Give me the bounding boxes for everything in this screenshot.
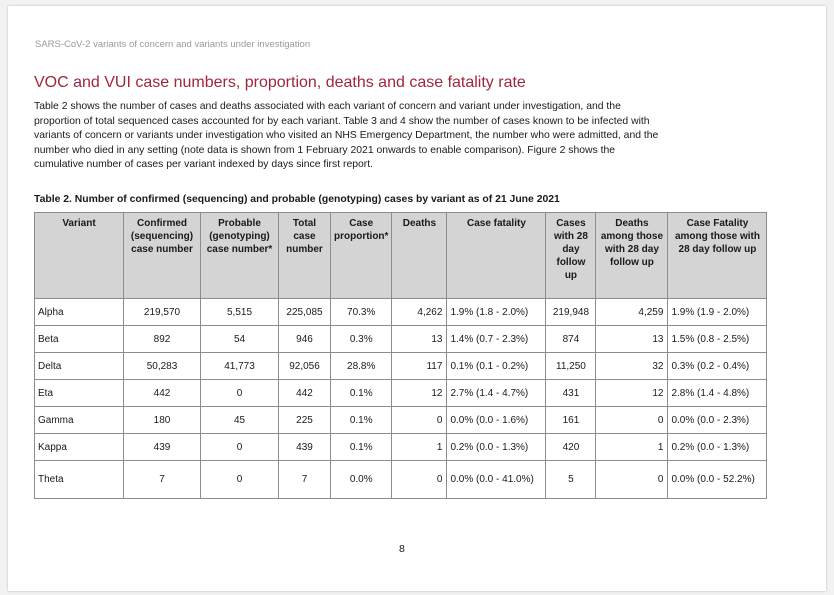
column-header-confirmed: Confirmed (sequencing) case number xyxy=(124,213,201,299)
cell-confirmed: 442 xyxy=(124,380,201,407)
cell-confirmed: 439 xyxy=(124,434,201,461)
cell-deaths: 0 xyxy=(392,461,447,499)
cell-case-fatality: 1.9% (1.8 - 2.0%) xyxy=(447,299,546,326)
cell-proportion: 0.1% xyxy=(331,407,392,434)
cell-total: 442 xyxy=(279,380,331,407)
cell-deaths: 4,262 xyxy=(392,299,447,326)
cell-followup-deaths: 12 xyxy=(596,380,668,407)
cell-followup-deaths: 1 xyxy=(596,434,668,461)
cell-deaths: 117 xyxy=(392,353,447,380)
table-caption: Table 2. Number of confirmed (sequencing) and probable (genotyping) cases by variant as of 21 June 2021 xyxy=(34,194,560,205)
table-row xyxy=(35,380,767,407)
cell-total: 225,085 xyxy=(279,299,331,326)
cell-followup-deaths: 13 xyxy=(596,326,668,353)
cell-followup-cases: 219,948 xyxy=(546,299,596,326)
cell-total: 439 xyxy=(279,434,331,461)
cell-case-fatality: 0.1% (0.1 - 0.2%) xyxy=(447,353,546,380)
cell-probable: 5,515 xyxy=(201,299,279,326)
cell-case-fatality: 2.7% (1.4 - 4.7%) xyxy=(447,380,546,407)
cell-followup-cfr: 0.2% (0.0 - 1.3%) xyxy=(668,434,767,461)
section-title: VOC and VUI case numbers, proportion, deaths and case fatality rate xyxy=(34,74,526,91)
cell-case-fatality: 0.2% (0.0 - 1.3%) xyxy=(447,434,546,461)
cell-followup-cases: 874 xyxy=(546,326,596,353)
cell-variant: Delta xyxy=(35,353,124,380)
document-page xyxy=(8,6,826,591)
intro-paragraph xyxy=(34,100,784,173)
cell-proportion: 70.3% xyxy=(331,299,392,326)
column-header-followup-cfr: Case Fatality among those with 28 day follow up xyxy=(668,213,767,299)
cell-followup-cases: 5 xyxy=(546,461,596,499)
table-row xyxy=(35,299,767,326)
cell-deaths: 1 xyxy=(392,434,447,461)
column-header-followup-deaths: Deaths among those with 28 day follow up xyxy=(596,213,668,299)
cell-confirmed: 7 xyxy=(124,461,201,499)
cell-proportion: 0.1% xyxy=(331,434,392,461)
cell-proportion: 28.8% xyxy=(331,353,392,380)
cell-followup-cases: 11,250 xyxy=(546,353,596,380)
cell-deaths: 0 xyxy=(392,407,447,434)
running-header: SARS-CoV-2 variants of concern and variants under investigation xyxy=(35,39,311,50)
cell-deaths: 12 xyxy=(392,380,447,407)
cell-followup-cases: 420 xyxy=(546,434,596,461)
column-header-probable: Probable (genotyping) case number* xyxy=(201,213,279,299)
cell-confirmed: 180 xyxy=(124,407,201,434)
intro-line: proportion of total sequenced cases accounted for by each variant. Table 3 and 4 show the number of cases known to be infected with xyxy=(34,115,650,127)
cell-case-fatality: 0.0% (0.0 - 41.0%) xyxy=(447,461,546,499)
column-header-deaths: Deaths xyxy=(392,213,447,299)
table-row xyxy=(35,353,767,380)
cell-probable: 0 xyxy=(201,461,279,499)
column-header-followup-cases: Cases with 28 day follow up xyxy=(546,213,596,299)
intro-line: cumulative number of cases per variant indexed by days since first report. xyxy=(34,159,374,171)
column-header-variant: Variant xyxy=(35,213,124,299)
cell-proportion: 0.1% xyxy=(331,380,392,407)
cell-proportion: 0.3% xyxy=(331,326,392,353)
cell-total: 7 xyxy=(279,461,331,499)
intro-line: Table 2 shows the number of cases and deaths associated with each variant of concern and variant under investigation, and the xyxy=(34,101,621,112)
table-header-row xyxy=(35,213,767,299)
cell-deaths: 13 xyxy=(392,326,447,353)
cell-followup-cfr: 0.0% (0.0 - 2.3%) xyxy=(668,407,767,434)
cell-probable: 41,773 xyxy=(201,353,279,380)
cell-variant: Theta xyxy=(35,461,124,499)
intro-line: variants of concern or variants under investigation who visited an NHS Emergency Department, the number who were admitted, and the xyxy=(34,130,659,142)
table-row xyxy=(35,326,767,353)
cell-followup-cases: 431 xyxy=(546,380,596,407)
cell-proportion: 0.0% xyxy=(331,461,392,499)
cell-probable: 0 xyxy=(201,380,279,407)
cell-followup-cases: 161 xyxy=(546,407,596,434)
cell-total: 225 xyxy=(279,407,331,434)
table-row xyxy=(35,461,767,499)
cell-probable: 0 xyxy=(201,434,279,461)
cell-followup-cfr: 0.0% (0.0 - 52.2%) xyxy=(668,461,767,499)
cell-followup-deaths: 0 xyxy=(596,461,668,499)
cell-followup-cfr: 0.3% (0.2 - 0.4%) xyxy=(668,353,767,380)
cell-case-fatality: 0.0% (0.0 - 1.6%) xyxy=(447,407,546,434)
cell-followup-cfr: 1.9% (1.9 - 2.0%) xyxy=(668,299,767,326)
cell-total: 92,056 xyxy=(279,353,331,380)
cell-total: 946 xyxy=(279,326,331,353)
cell-variant: Eta xyxy=(35,380,124,407)
cell-followup-deaths: 32 xyxy=(596,353,668,380)
cell-probable: 45 xyxy=(201,407,279,434)
table-row xyxy=(35,434,767,461)
cell-followup-cfr: 2.8% (1.4 - 4.8%) xyxy=(668,380,767,407)
cell-probable: 54 xyxy=(201,326,279,353)
cell-confirmed: 219,570 xyxy=(124,299,201,326)
cell-followup-cfr: 1.5% (0.8 - 2.5%) xyxy=(668,326,767,353)
column-header-total: Total case number xyxy=(279,213,331,299)
variant-cases-table xyxy=(34,212,767,499)
table-row xyxy=(35,407,767,434)
cell-variant: Alpha xyxy=(35,299,124,326)
cell-case-fatality: 1.4% (0.7 - 2.3%) xyxy=(447,326,546,353)
cell-variant: Kappa xyxy=(35,434,124,461)
cell-confirmed: 50,283 xyxy=(124,353,201,380)
column-header-proportion: Case proportion* xyxy=(331,213,392,299)
intro-line: number who died in any setting (note data is shown from 1 February 2021 onwards to enable comparison). Figure 2 shows the xyxy=(34,144,616,156)
cell-confirmed: 892 xyxy=(124,326,201,353)
cell-variant: Beta xyxy=(35,326,124,353)
cell-followup-deaths: 4,259 xyxy=(596,299,668,326)
cell-variant: Gamma xyxy=(35,407,124,434)
page-number: 8 xyxy=(399,543,405,555)
cell-followup-deaths: 0 xyxy=(596,407,668,434)
column-header-case-fatality: Case fatality xyxy=(447,213,546,299)
